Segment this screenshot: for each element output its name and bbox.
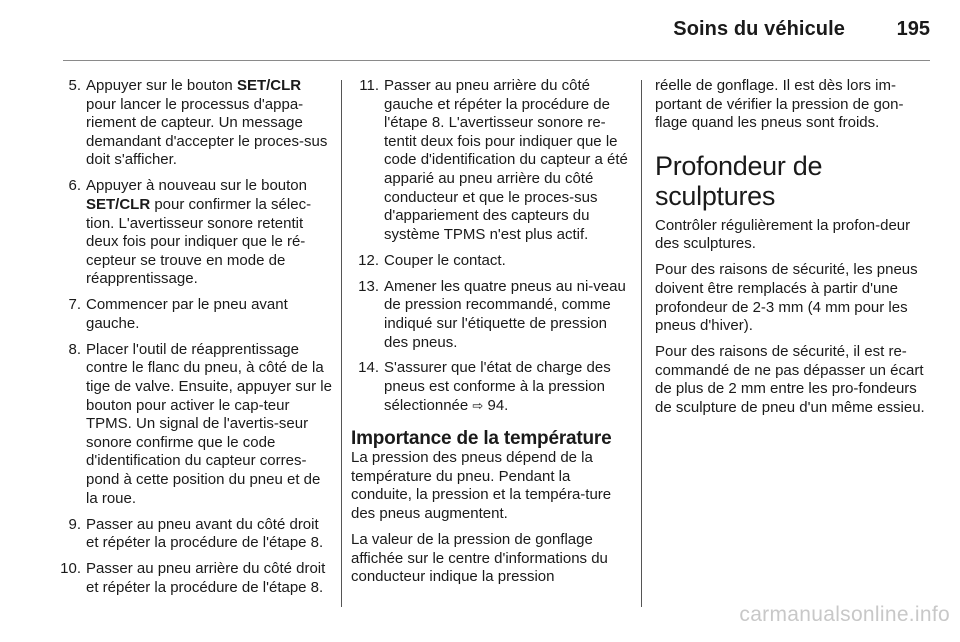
step-number: 14. [358, 359, 379, 377]
step-number: 11. [359, 77, 379, 94]
section-heading: Profondeur de sculptures [655, 150, 823, 211]
step-number: 6. [68, 177, 81, 195]
step-number: 12. [358, 251, 379, 269]
list-item: 5. Appuyer sur le bouton SET/CLR pour lancer le processus d'appa-riement de capteur. Un message demandant d'accepter le proces-sus doit s'afficher. [48, 77, 334, 170]
button-name: SET/CLR [236, 77, 302, 94]
step-number: 10. [60, 560, 81, 578]
button-name: SET/CLR [86, 195, 151, 213]
step-number: 7. [68, 296, 81, 314]
paragraph: Contrôler régulièrement la profon-deur des sculptures. [655, 216, 911, 253]
paragraph: La valeur de la pression de gonflage affichée sur le centre d'informations du conducteur indique la pression [351, 531, 608, 586]
column-divider-1 [341, 80, 342, 607]
list-item: 12. Couper le contact. [351, 252, 633, 271]
list-item: 9. Passer au pneu avant du côté droit et répéter la procédure de l'étape 8. [48, 516, 334, 553]
list-item: 7. Commencer par le pneu avant gauche. [48, 296, 334, 333]
step-number: 9. [68, 515, 81, 533]
header-divider [63, 60, 930, 61]
list-item: 13. Amener les quatre pneus au ni-veau de pression recommandé, comme indiqué sur l'étiquette de pression des pneus. [351, 278, 633, 352]
page-number: 195 [896, 18, 930, 40]
column-divider-2 [641, 80, 642, 607]
page-reference: 94. [483, 396, 509, 414]
paragraph: réelle de gonflage. Il est dès lors im-portant de vérifier la pression de gon-flage quand les pneus sont froids. [655, 77, 904, 132]
list-item: 8. Placer l'outil de réapprentissage contre le flanc du pneu, à côté de la tige de valve. Ensuite, appuyer sur le bouton pour activer le cap-teur TPMS. Un signal de l'avertis-seur sonore confirme que le code d'identification du capteur corres-pond à cette position du pneu et de la roue. [48, 341, 334, 508]
step-number: 5. [68, 77, 81, 94]
paragraph: La pression des pneus dépend de la température du pneu. Pendant la conduite, la pression et la tempéra-ture des pneus augmentent. [351, 449, 612, 523]
paragraph: Pour des raisons de sécurité, les pneus doivent être remplacés à partir d'une profondeur de 2-3 mm (4 mm pour les pneus d'hiver). [655, 261, 918, 335]
page-reference-arrow-icon: ⇨ [472, 397, 484, 413]
column-2 [351, 77, 633, 594]
watermark: carmanualsonline.info [739, 603, 950, 626]
running-title: Soins du véhicule [673, 18, 845, 40]
paragraph: Pour des raisons de sécurité, il est re-commandé de ne pas dépasser un écart de plus de 2 mm entre les pro-fondeurs de sculpture de pneu d'un même essieu. [655, 343, 925, 416]
section-heading: Importance de la température [351, 428, 612, 450]
list-item: 11. Passer au pneu arrière du côté gauche et répéter la procédure de l'étape 8. L'avertisseur sonore re-tentit deux fois pour indiquer que le code d'identification du capteur a été apparié au pneu arrière du côté conducteur et que le proces-sus d'appariement des capteurs du système TPMS n'est plus actif. [351, 77, 633, 244]
list-item: 10. Passer au pneu arrière du côté droit et répéter la procédure de l'étape 8. [48, 560, 334, 597]
list-item: 6. Appuyer à nouveau sur le bouton SET/CLR pour confirmer la sélec-tion. L'avertisseur sonore retentit deux fois pour indiquer que le ré-cepteur se trouve en mode de réapprentissage. [48, 177, 334, 289]
column-3 [655, 77, 925, 425]
list-item: 14. S'assurer que l'état de charge des pneus est conforme à la pression sélectionnée ⇨ 94. [351, 359, 633, 415]
step-number: 13. [358, 277, 379, 295]
column-1 [48, 77, 334, 605]
step-number: 8. [68, 340, 81, 358]
